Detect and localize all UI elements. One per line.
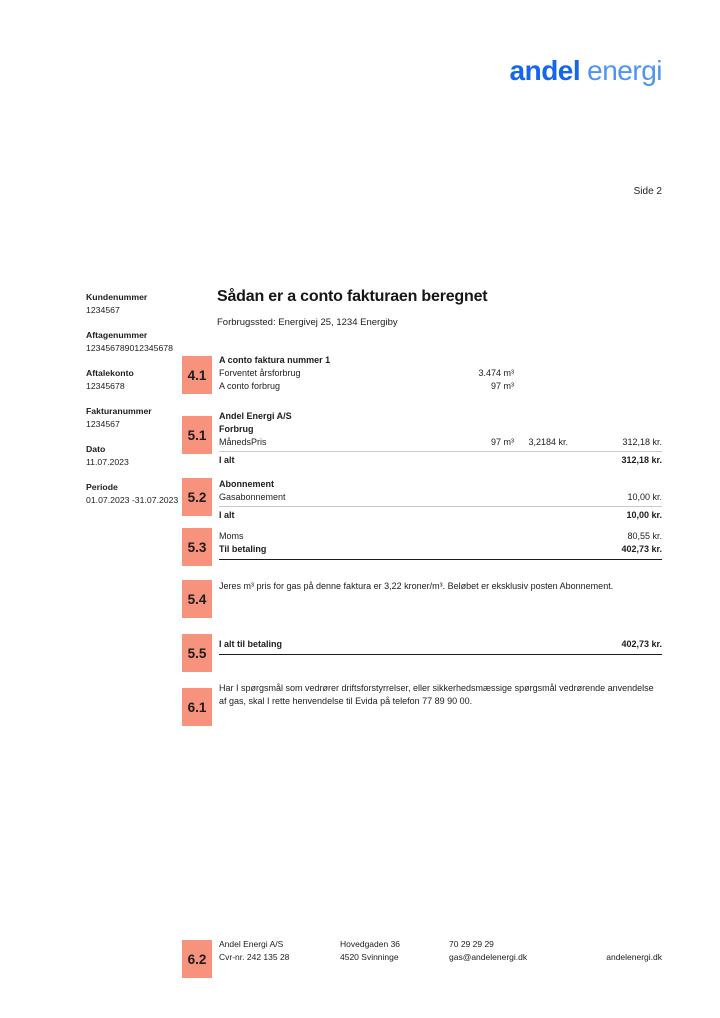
divider — [219, 451, 662, 452]
footer-website: andelenergi.dk — [606, 952, 662, 962]
section-content — [219, 682, 662, 708]
field-label: Aftalekonto — [86, 368, 134, 378]
field-label: Aftagenummer — [86, 330, 148, 340]
note-text: Har I spørgsmål som vedrører driftsforstyrrelser, eller sikkerhedsmæssige spørgsmål vedrørende anvendelse af gas, skal I rette henvendelse til Evida på telefon 77 89 90 00. — [219, 683, 654, 706]
field-value: 1234567 — [86, 419, 120, 429]
section-5-2-abonnement — [182, 478, 662, 522]
contact-phone: 70 29 29 29 — [449, 939, 494, 949]
section-5-3-moms-til-betaling — [182, 530, 662, 566]
footer-columns — [219, 938, 662, 964]
section-badge: 5.1 — [182, 416, 212, 454]
address-street: Hovedgaden 36 — [340, 939, 401, 949]
field-value: 12345678 — [86, 381, 125, 391]
section-content — [219, 410, 662, 467]
contact-email: gas@andelenergi.dk — [449, 952, 528, 962]
section-content — [219, 638, 662, 655]
row-label: Gasabonnement — [219, 492, 286, 502]
table-row — [219, 491, 662, 504]
field-value: 123456789012345678 — [86, 343, 173, 353]
table-row — [219, 380, 662, 393]
address-city: 4520 Svinninge — [340, 952, 399, 962]
section-5-4-price-note — [182, 580, 662, 618]
consumption-site-subtitle: Forbrugssted: Energivej 25, 1234 Energiby — [217, 317, 398, 328]
field-kundenummer — [86, 292, 201, 316]
section-content — [219, 580, 662, 593]
section-heading: Abonnement — [219, 479, 274, 489]
section-badge: 4.1 — [182, 356, 212, 394]
andel-energi-logo — [510, 55, 662, 87]
field-label: Dato — [86, 444, 106, 454]
row-label: A conto forbrug — [219, 381, 281, 391]
row-unit-price: 3,2184 kr. — [528, 437, 568, 447]
field-value: 1234567 — [86, 305, 120, 315]
logo-word-andel: andel — [509, 55, 581, 86]
row-value: 97 m³ — [490, 381, 514, 391]
footer-content — [219, 938, 662, 964]
section-content — [219, 478, 662, 522]
total-amount: 402,73 kr. — [621, 544, 662, 554]
grand-total-amount: 402,73 kr. — [621, 639, 662, 649]
grand-total-label: I alt til betaling — [219, 639, 283, 649]
total-due-row — [219, 543, 662, 560]
vat-label: Moms — [219, 531, 244, 541]
total-row — [219, 454, 662, 467]
section-heading: A conto faktura nummer 1 — [219, 355, 331, 365]
field-value: 11.07.2023 — [86, 457, 129, 467]
section-badge: 5.2 — [182, 478, 212, 516]
section-5-5-grand-total — [182, 634, 662, 672]
company-cvr: Cvr-nr. 242 135 28 — [219, 952, 290, 962]
row-amount: 10,00 kr. — [627, 492, 662, 502]
total-amount: 312,18 kr. — [621, 455, 662, 465]
note-text: Jeres m³ pris for gas på denne faktura er 3,22 kroner/m³. Beløbet er eksklusiv posten Abonnement. — [219, 581, 614, 591]
total-label: Til betaling — [219, 544, 267, 554]
row-amount: 312,18 kr. — [622, 437, 662, 447]
total-row — [219, 509, 662, 522]
vat-row — [219, 530, 662, 543]
section-6-1-evida-note — [182, 682, 662, 726]
section-badge: 6.2 — [182, 940, 212, 978]
field-label: Periode — [86, 482, 118, 492]
section-heading: Forbrug — [219, 424, 254, 434]
field-label: Kundenummer — [86, 292, 148, 302]
row-value: 3.474 m³ — [478, 368, 514, 378]
page-number-label: Side 2 — [633, 186, 662, 197]
field-aftagenummer — [86, 330, 201, 354]
footer-address-column — [340, 938, 449, 964]
section-badge: 5.5 — [182, 634, 212, 672]
row-label: MånedsPris — [219, 437, 267, 447]
row-quantity: 97 m³ — [490, 437, 514, 447]
total-amount: 10,00 kr. — [626, 510, 662, 520]
section-5-1-forbrug — [182, 410, 662, 467]
footer-company-column — [219, 938, 340, 964]
table-row — [219, 367, 662, 380]
total-label: I alt — [219, 455, 235, 465]
vat-amount: 80,55 kr. — [627, 531, 662, 541]
footer-contact-column — [449, 938, 606, 964]
field-value: 01.07.2023 -31.07.2023 — [86, 495, 179, 505]
total-label: I alt — [219, 510, 235, 520]
company-name: Andel Energi A/S — [219, 939, 284, 949]
page-title: Sådan er a conto fakturaen beregnet — [217, 288, 488, 305]
row-label: Forventet årsforbrug — [219, 368, 301, 378]
section-badge: 6.1 — [182, 688, 212, 726]
logo-word-energi: energi — [587, 55, 662, 86]
section-4-1-a-conto — [182, 354, 662, 394]
section-badge: 5.4 — [182, 580, 212, 618]
section-badge: 5.3 — [182, 528, 212, 566]
section-content — [219, 530, 662, 560]
section-content — [219, 354, 662, 393]
field-label: Fakturanummer — [86, 406, 152, 416]
table-row — [219, 436, 662, 449]
supplier-name: Andel Energi A/S — [219, 411, 292, 421]
divider — [219, 506, 662, 507]
section-6-2-footer — [182, 938, 662, 978]
grand-total-row — [219, 638, 662, 655]
